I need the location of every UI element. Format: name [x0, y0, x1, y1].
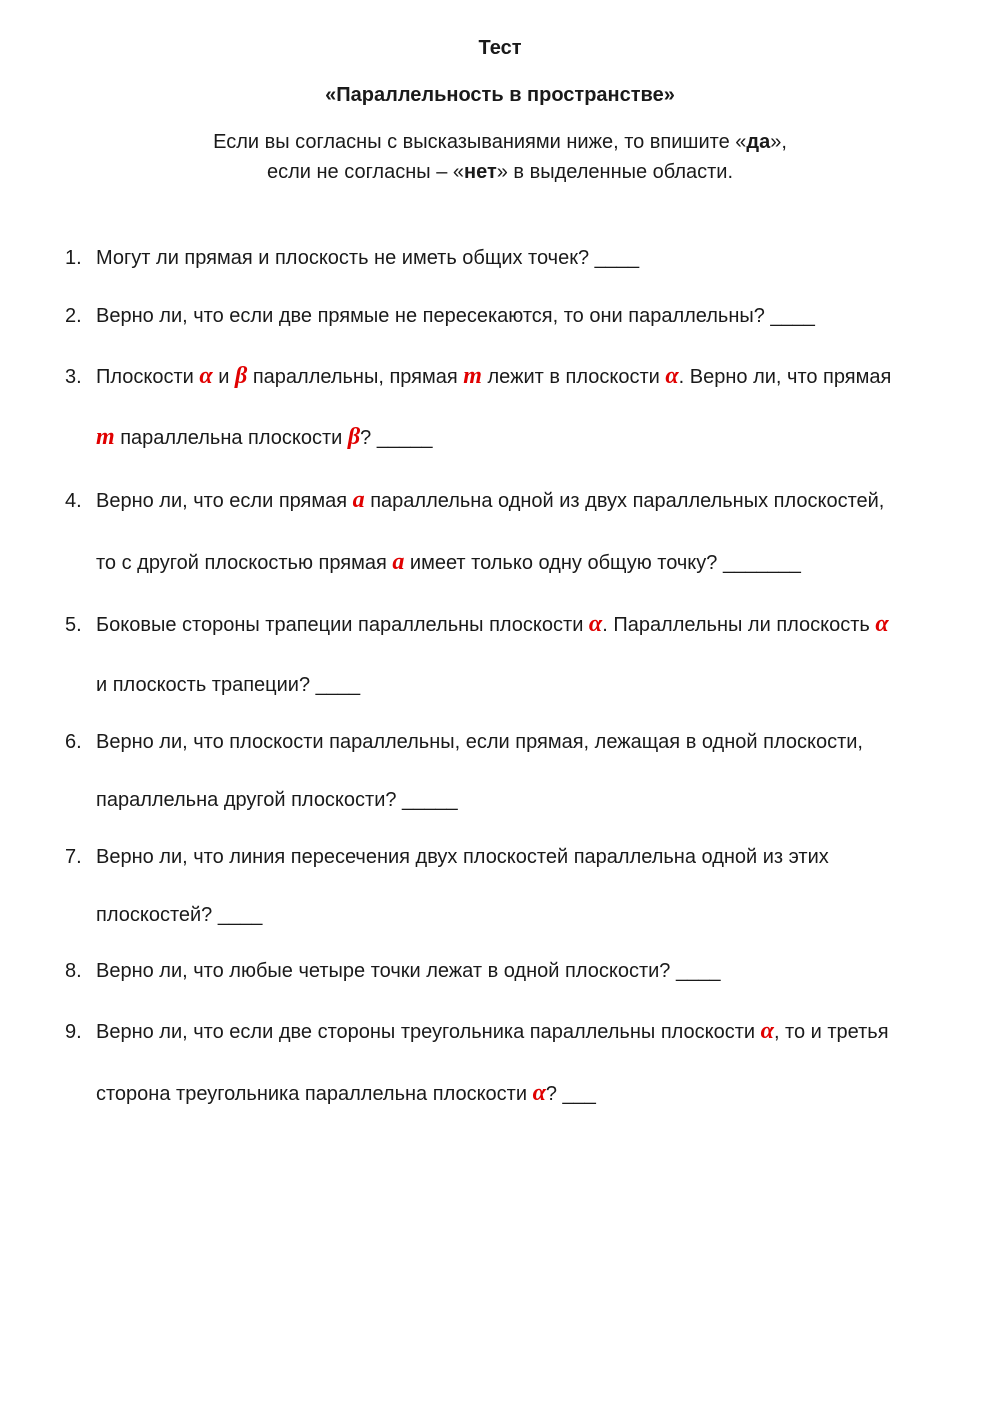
- variable-alpha: α: [532, 1080, 546, 1106]
- question-text-line-2[interactable]: параллельна другой плоскости? _____: [96, 789, 458, 811]
- question-text[interactable]: Могут ли прямая и плоскость не иметь общих точек? ____: [96, 247, 640, 269]
- text-segment: Верно ли, что если две стороны треугольника параллельны плоскости: [96, 1021, 761, 1043]
- variable-alpha: α: [199, 363, 213, 389]
- question-text-line-2[interactable]: [96, 424, 432, 451]
- variable-a: a: [392, 549, 405, 575]
- text-segment: , то и третья: [773, 1021, 889, 1043]
- variable-alpha: α: [875, 611, 889, 637]
- text-segment: сторона треугольника параллельна плоскости: [96, 1083, 533, 1105]
- instructions-text: Если вы согласны с высказываниями ниже, то впишите «: [213, 131, 747, 153]
- instructions-text: » в выделенные области.: [496, 161, 734, 183]
- text-segment: то с другой плоскостью прямая: [96, 552, 393, 574]
- instructions: [0, 127, 1000, 187]
- variable-a: a: [352, 487, 365, 513]
- question-text-line-2[interactable]: [96, 1080, 596, 1107]
- question-number: 3.: [65, 366, 82, 388]
- question-text-line-1[interactable]: Верно ли, что линия пересечения двух плоскостей параллельна одной из этих: [96, 846, 829, 868]
- text-segment: лежит в плоскости: [481, 366, 666, 388]
- variable-alpha: α: [665, 363, 679, 389]
- page-subtitle: «Параллельность в пространстве»: [325, 84, 675, 106]
- question-text-line-1[interactable]: Верно ли, что плоскости параллельны, если прямая, лежащая в одной плоскости,: [96, 731, 863, 753]
- instructions-line-1: [0, 127, 1000, 157]
- question-text[interactable]: Верно ли, что если две прямые не пересекаются, то они параллельны? ____: [96, 305, 815, 327]
- variable-m: m: [463, 363, 482, 389]
- question-number: 2.: [65, 305, 82, 327]
- question-number: 7.: [65, 846, 82, 868]
- answer-yes-word: да: [746, 131, 771, 153]
- question-number: 6.: [65, 731, 82, 753]
- question-text-line-2[interactable]: и плоскость трапеции? ____: [96, 674, 361, 696]
- instructions-text: »,: [770, 131, 787, 153]
- question-number: 4.: [65, 490, 82, 512]
- text-segment: имеет только одну общую точку? _______: [404, 552, 801, 574]
- text-segment: Плоскости: [96, 366, 200, 388]
- instructions-text: если не согласны – «: [266, 161, 464, 183]
- text-segment: ? _____: [360, 427, 433, 449]
- text-segment: и: [212, 366, 235, 388]
- text-segment: Верно ли, что если прямая: [96, 490, 353, 512]
- question-text-line-1[interactable]: [96, 487, 884, 514]
- text-segment: параллельны, прямая: [247, 366, 464, 388]
- text-segment: параллельна одной из двух параллельных плоскостей,: [364, 490, 885, 512]
- instructions-line-2: [0, 157, 1000, 187]
- question-text-line-2[interactable]: [96, 549, 801, 576]
- text-segment: ? ___: [545, 1083, 596, 1105]
- text-segment: Боковые стороны трапеции параллельны плоскости: [96, 614, 589, 636]
- question-number: 8.: [65, 960, 82, 982]
- question-number: 5.: [65, 614, 82, 636]
- variable-alpha: α: [760, 1018, 774, 1044]
- variable-alpha: α: [588, 611, 603, 637]
- text-segment: . Верно ли, что прямая: [678, 366, 892, 388]
- page-title: Тест: [478, 37, 522, 59]
- text-segment: параллельна плоскости: [114, 427, 348, 449]
- variable-beta: β: [234, 363, 248, 389]
- text-segment: . Параллельны ли плоскость: [602, 614, 876, 636]
- answer-no-word: нет: [464, 161, 497, 183]
- question-text-line-1[interactable]: [96, 1018, 889, 1045]
- question-text-line-2[interactable]: плоскостей? ____: [96, 904, 263, 926]
- question-number: 9.: [65, 1021, 82, 1043]
- question-text[interactable]: Верно ли, что любые четыре точки лежат в одной плоскости? ____: [96, 960, 721, 982]
- question-number: 1.: [65, 247, 82, 269]
- question-text-line-1[interactable]: [96, 611, 889, 638]
- question-text-line-1[interactable]: [96, 363, 891, 390]
- variable-m: m: [96, 424, 115, 450]
- variable-beta: β: [347, 424, 361, 450]
